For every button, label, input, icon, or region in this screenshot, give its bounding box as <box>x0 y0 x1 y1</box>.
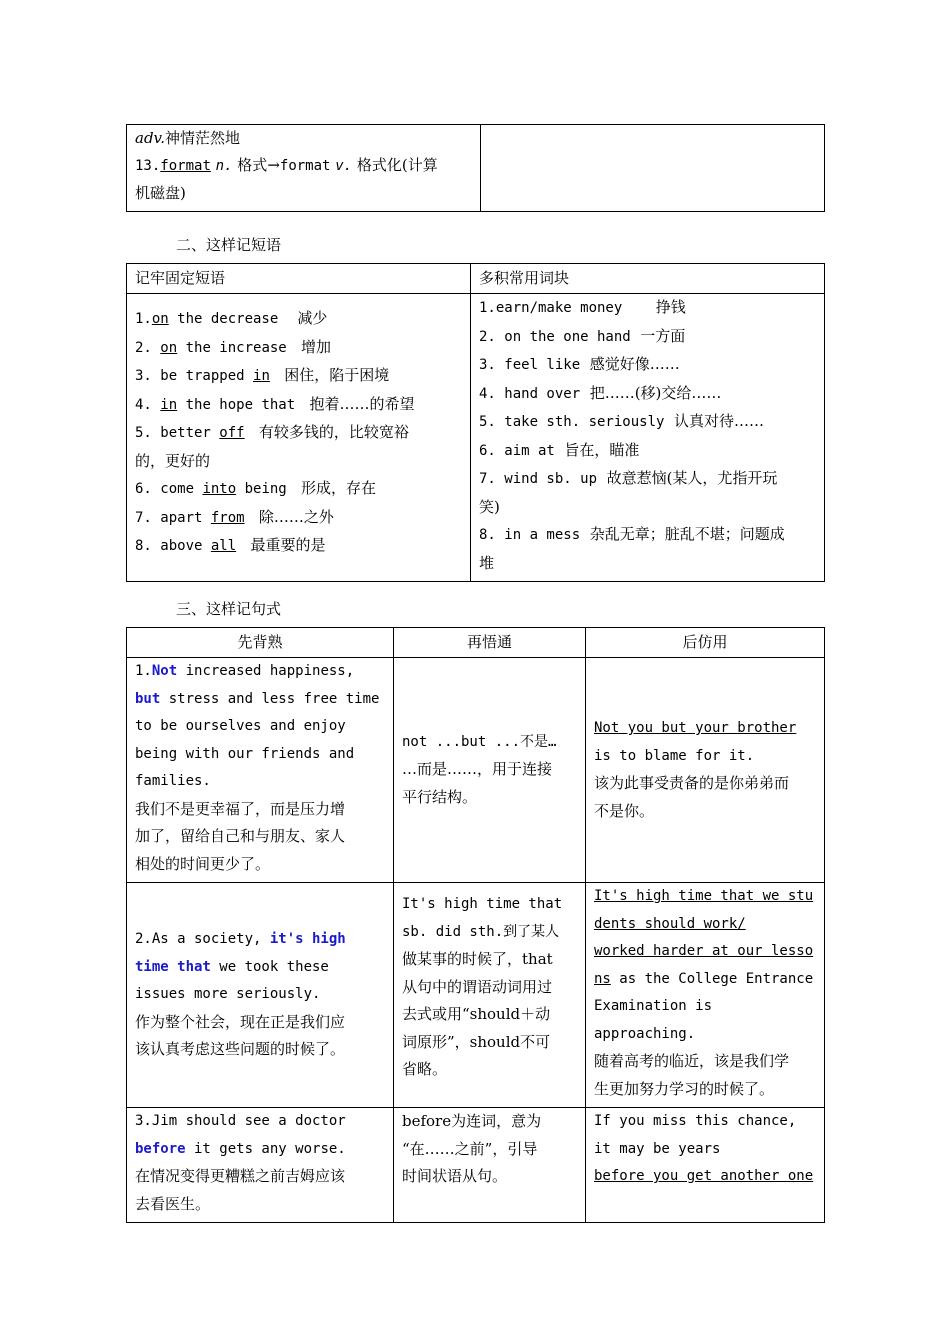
common-chunks-cell <box>471 294 825 582</box>
pos-adv: adv. <box>135 129 166 147</box>
row1-imitation: Not you but your brother is to blame for it. 该为此事受责备的是你弟弟而 不是你。 <box>586 658 825 883</box>
vocab-right-cell <box>481 125 825 212</box>
chunk-item: 3. feel like 感觉好像…… <box>479 355 680 373</box>
pos-v: v. <box>335 158 353 174</box>
row1-example: 1.Not increased happiness, but stress and less free time to be ourselves and enjoy being with our friends and families. 我们不是更幸福了，而是压力增 加了，留给自己和与朋友、家人 相处的时间更少了。 <box>127 658 394 883</box>
phrases-col1-header: 记牢固定短语 <box>127 264 471 294</box>
row2-imitation: It's high time that we stu dents should work/ worked harder at our lesso ns as the College Entrance Examination is approaching. 随着高考的临近，该是我们学 生更加努力学习的时候了。 <box>586 883 825 1108</box>
header-memorize: 先背熟 <box>127 628 394 658</box>
phrase-item: 5. better off 有较多钱的，比较宽裕 <box>135 423 409 441</box>
chunk-item-cont: 笑) <box>479 497 500 516</box>
row2-example: 2.As a society, it's high time that we took these issues more seriously. 作为整个社会，现在正是我们应 该认真考虑这些问题的时候了。 <box>127 883 394 1108</box>
phrase-item: 6. come into being 形成，存在 <box>135 479 377 497</box>
chunk-item: 6. aim at 旨在，瞄准 <box>479 440 640 459</box>
row1-explanation: not ...but ...不是… …而是……，用于连接 平行结构。 <box>394 658 586 883</box>
chunk-item: 8. in a mess 杂乱无章；脏乱不堪；问题成 <box>479 525 785 543</box>
phrase-item-cont: 的，更好的 <box>135 451 211 470</box>
row3-imitation: If you miss this chance, it may be years before you get another one <box>586 1108 825 1223</box>
chunk-item: 1.earn/make money 挣钱 <box>479 298 686 316</box>
keyword-its-high: it's high <box>269 931 346 948</box>
chunk-item: 7. wind sb. up 故意惹恼(某人，尤指开玩 <box>479 469 778 487</box>
vocab-cn3: 机磁盘) <box>135 184 186 202</box>
keyword-not: Not <box>151 663 178 679</box>
vocab-cn: 神情茫然地 <box>165 129 241 147</box>
arrow: → <box>267 156 280 174</box>
chunk-item: 2. on the one hand 一方面 <box>479 326 686 345</box>
vocab-left-cell <box>127 125 481 212</box>
fixed-phrases-cell <box>127 294 471 582</box>
chunk-item-cont: 堆 <box>479 553 495 572</box>
header-imitate: 后仿用 <box>586 628 825 658</box>
section-title-phrases: 二、这样记短语 <box>176 236 282 254</box>
chunk-item: 5. take sth. seriously 认真对待…… <box>479 412 764 430</box>
chunk-item: 4. hand over 把……(移)交给…… <box>479 383 722 402</box>
phrase-item: 3. be trapped in 困住，陷于困境 <box>135 366 390 384</box>
vocab-cn: 格式 <box>237 156 268 174</box>
row2-explanation: It's high time that sb. did sth.到了某人 做某事的时候了，that 从句中的谓语动词用过 去式或用“should＋动 词原形”，should不可 省略。 <box>394 883 586 1108</box>
phrases-col2-header: 多积常用词块 <box>471 264 825 294</box>
phrase-item: 8. above all 最重要的是 <box>135 536 326 554</box>
vocab-cn2: 格式化(计算 <box>356 156 438 174</box>
header-understand: 再悟通 <box>394 628 586 658</box>
phrase-item: 2. on the increase 增加 <box>135 337 332 356</box>
row3-example: 3.Jim should see a doctor before it gets any worse. 在情况变得更糟糕之前吉姆应该 去看医生。 <box>127 1108 394 1223</box>
keyword-but: but <box>135 690 161 707</box>
vocab-word: format <box>160 158 211 174</box>
vocab-number: 13. <box>135 158 161 174</box>
section-title-sentences: 三、这样记句式 <box>176 600 282 618</box>
keyword-time-that: time that <box>135 958 211 975</box>
phrase-item: 1.on the decrease 减少 <box>135 309 328 327</box>
pos-n: n. <box>215 158 233 174</box>
phrases-table <box>126 263 825 582</box>
sentence-patterns-table <box>126 627 825 1223</box>
row3-explanation: before为连词，意为 “在……之前”，引导 时间状语从句。 <box>394 1108 586 1223</box>
phrase-item: 4. in the hope that 抱着……的希望 <box>135 394 415 413</box>
vocab-word2: format <box>279 158 331 174</box>
vocabulary-table-continued <box>126 124 825 212</box>
keyword-before: before <box>135 1140 186 1157</box>
phrase-item: 7. apart from 除……之外 <box>135 507 334 526</box>
